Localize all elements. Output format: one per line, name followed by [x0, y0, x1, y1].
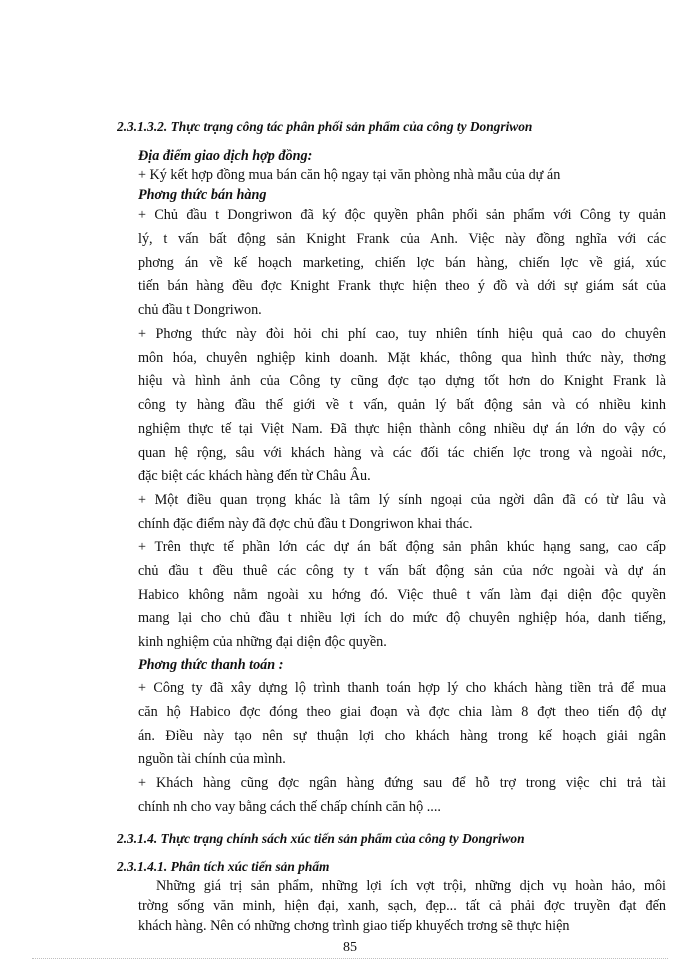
- paragraph-line: Những giá trị sản phẩm, những lợi ích vợt trội, những dịch vụ hoàn hảo, môi: [156, 878, 666, 894]
- paragraph-line: môn hóa, chuyên nghiệp kinh doanh. Mặt khác, thông qua hình thức này, thơng: [138, 350, 666, 366]
- paragraph-line: hiệu và hình ảnh của Công ty cũng đợc tạo dựng tốt hơn do Knight Frank là: [138, 373, 666, 389]
- subhead-payment: Phơng thức thanh toán :: [138, 657, 284, 673]
- paragraph-line: + Chủ đầu t Dongriwon đã ký độc quyền phân phối sản phẩm với Công ty quản: [138, 207, 666, 223]
- paragraph-line: công ty hàng đầu thế giới về t vấn, quản lý bất động sản và có nhiều kinh: [138, 397, 666, 413]
- paragraph-line: căn hộ Habico đợc đóng theo giai đoạn và đợc chia làm 8 đợt theo tiến độ dự: [138, 704, 666, 720]
- page-bottom-rule: [32, 958, 668, 959]
- section-heading: 2.3.1.3.2. Thực trạng công tác phân phối sản phẩm của công ty Dongriwon: [117, 119, 533, 134]
- subhead-sales-method: Phơng thức bán hàng: [138, 187, 267, 203]
- paragraph-line: quan hệ rộng, sâu với khách hàng và các đối tác chiến lợc trong và ngoài nớc,: [138, 445, 666, 461]
- paragraph-line: + Một điều quan trọng khác là tâm lý sính ngoại của ngời dân đã có từ lâu và: [138, 492, 666, 508]
- location-line: + Ký kết hợp đồng mua bán căn hộ ngay tại văn phòng nhà mẫu của dự án: [138, 167, 561, 183]
- paragraph-line: + Phơng thức này đòi hỏi chi phí cao, tuy nhiên tính hiệu quả cao do chuyên: [138, 326, 666, 342]
- paragraph-line: chính đặc điểm này đã đợc chủ đầu t Dongriwon khai thác.: [138, 516, 473, 532]
- page-number: 85: [343, 940, 357, 955]
- paragraph-line: lý, t vấn bất động sản Knight Frank của Anh. Việc này đồng nghĩa với các: [138, 231, 666, 247]
- paragraph-line: nghiệm thực tế tại Việt Nam. Đã thực hiện thành công nhiều dự án lớn do vậy có: [138, 421, 666, 437]
- subhead-location: Địa điểm giao dịch hợp đồng:: [138, 148, 313, 164]
- paragraph-line: tiến bán hàng đều đợc Knight Frank thực hiện theo ý đồ và dới sự giám sát của: [138, 278, 666, 294]
- subsection-heading: 2.3.1.4.1. Phân tích xúc tiến sản phẩm: [117, 859, 330, 874]
- paragraph-line: kinh nghiệm của những đại diện độc quyền.: [138, 634, 387, 650]
- paragraph-line: mang lại cho chủ đầu t nhiều lợi ích do mức độ chuyên nghiệp hóa, danh tiếng,: [138, 610, 666, 626]
- paragraph-line: + Công ty đã xây dựng lộ trình thanh toán hợp lý cho khách hàng tiền trả để mua: [138, 680, 666, 696]
- paragraph-line: chính nh cho vay bằng cách thế chấp chính căn hộ ....: [138, 799, 441, 815]
- paragraph-line: + Trên thực tế phần lớn các dự án bất động sản phân khúc hạng sang, cao cấp: [138, 539, 666, 555]
- section-heading: 2.3.1.4. Thực trạng chính sách xúc tiến sản phẩm của công ty Dongriwon: [117, 831, 525, 846]
- paragraph-line: án. Điều này tạo nên sự thuận lợi cho khách hàng trong kế hoạch giải ngân: [138, 728, 666, 744]
- paragraph-line: phơng án về kế hoạch marketing, chiến lợc bán hàng, chiến lợc về giá, xúc: [138, 255, 666, 271]
- paragraph-line: trờng sống văn minh, hiện đại, xanh, sạch, đẹp... tất cả phải đợc truyền đạt đến: [138, 898, 666, 914]
- paragraph-line: chủ đầu t đều thuê các công ty t vấn bất động sản của nớc ngoài và dự án: [138, 563, 666, 579]
- paragraph-line: đặc biệt các khách hàng đến từ Châu Âu.: [138, 468, 371, 484]
- paragraph-line: khách hàng. Nên có những chơng trình giao tiếp khuyếch trơng sẽ thực hiện: [138, 918, 570, 934]
- paragraph-line: chủ đầu t Dongriwon.: [138, 302, 262, 318]
- paragraph-line: Habico không nằm ngoài xu hớng đó. Việc thuê t vấn làm đại diện độc quyền: [138, 587, 666, 603]
- paragraph-line: nguồn tài chính của mình.: [138, 751, 286, 767]
- paragraph-line: + Khách hàng cũng đợc ngân hàng đứng sau để hỗ trợ trong việc chi trả tài: [138, 775, 666, 791]
